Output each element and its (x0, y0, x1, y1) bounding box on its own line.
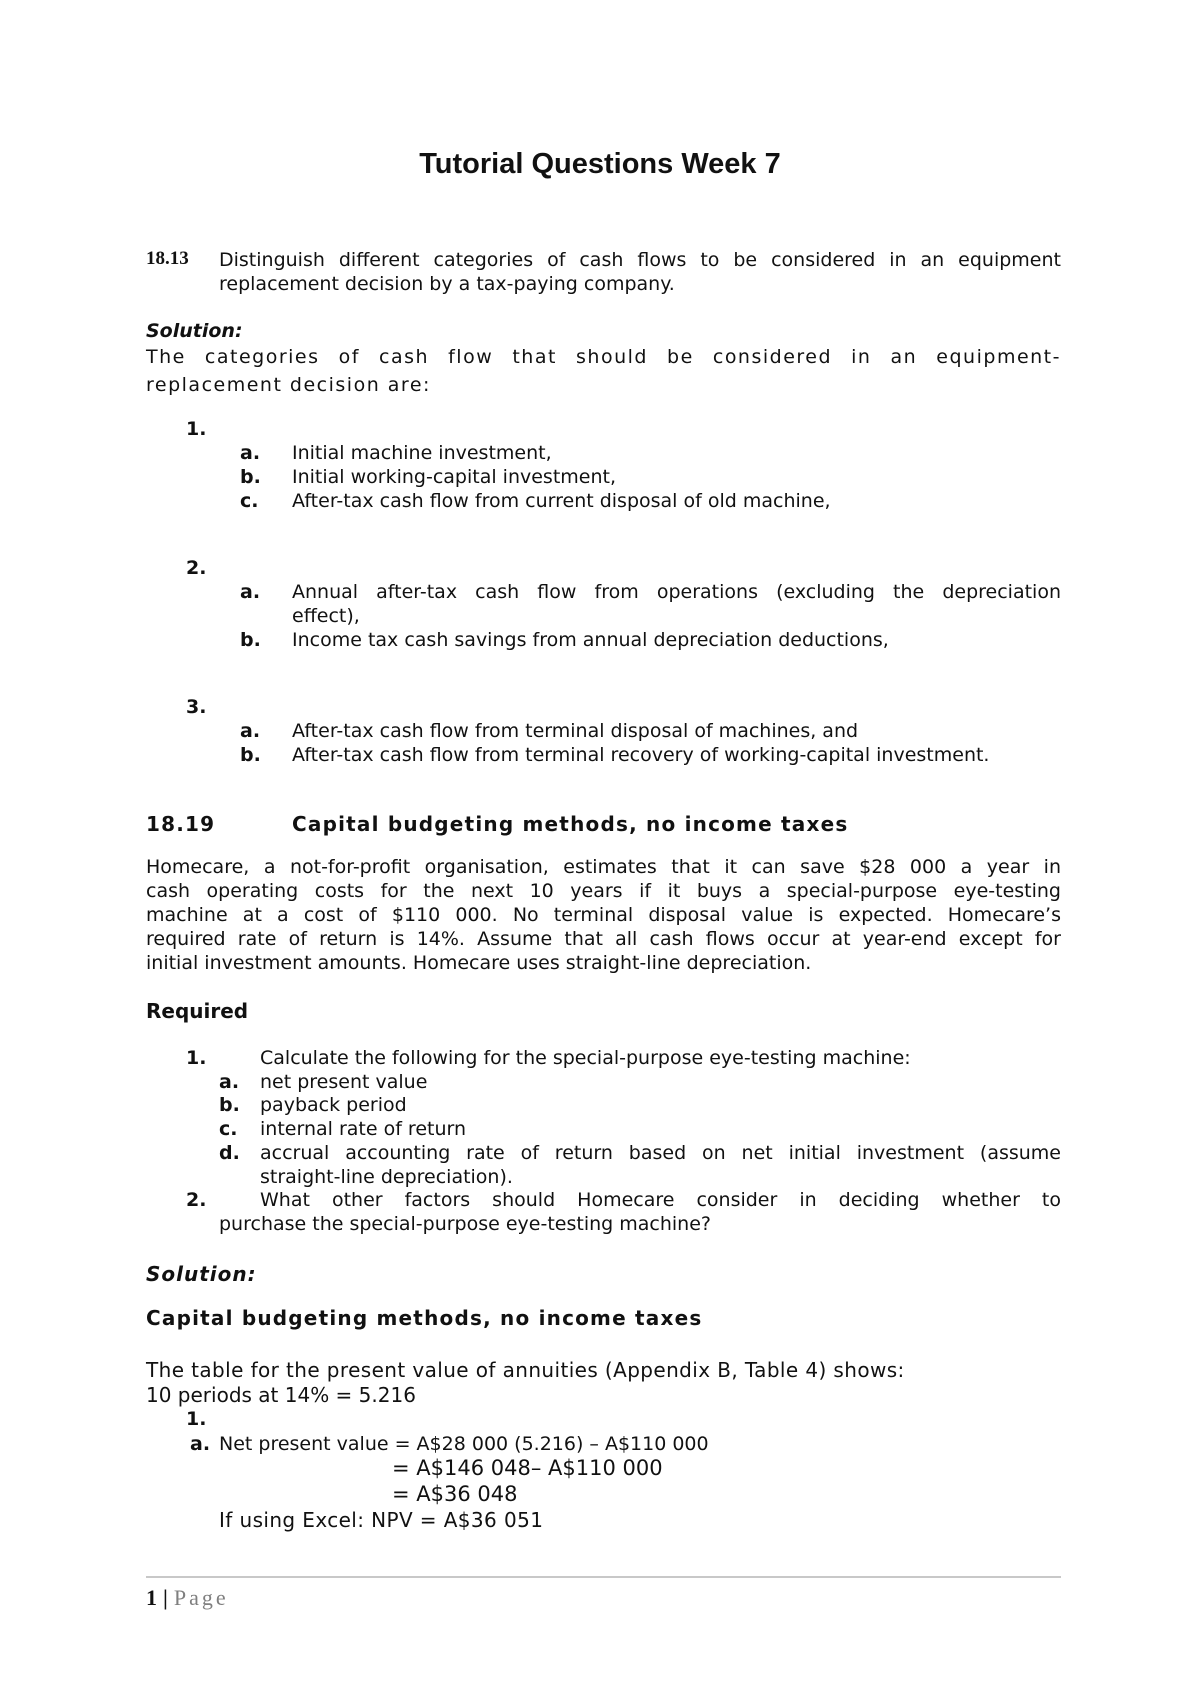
required-number: 2. (186, 1189, 207, 1211)
question-paragraph-line: cash operating costs for the next 10 years if it buys a special-purpose eye-testing (146, 880, 1061, 902)
solution-number: 1. (186, 1408, 207, 1430)
footer-divider (146, 1576, 1061, 1578)
required-item: accrual accounting rate of return based on net initial investment (assume (260, 1142, 1061, 1164)
category-item: After-tax cash flow from terminal recovery of working-capital investment. (292, 744, 990, 766)
solution-intro-line1: The categories of cash flow that should be considered in an equipment- (146, 346, 1061, 368)
question-18-13-line2: replacement decision by a tax-paying company. (219, 273, 675, 295)
excel-npv-line: If using Excel: NPV = A$36 051 (219, 1508, 544, 1532)
category-item: After-tax cash flow from terminal disposal of machines, and (292, 720, 859, 742)
required-label: Required (146, 999, 249, 1023)
page-title: Tutorial Questions Week 7 (419, 148, 781, 180)
required-text-continued: purchase the special-purpose eye-testing machine? (219, 1213, 711, 1235)
required-item: payback period (260, 1094, 407, 1116)
npv-line: = A$36 048 (392, 1482, 518, 1506)
category-letter: b. (240, 629, 261, 651)
required-letter: b. (219, 1094, 240, 1116)
question-paragraph-line: Homecare, a not-for-profit organisation, estimates that it can save $28 000 a year in (146, 856, 1061, 878)
required-item: internal rate of return (260, 1118, 467, 1140)
category-letter: a. (240, 581, 261, 603)
solution-letter: a. (190, 1433, 211, 1455)
question-number-18-19: 18.19 (146, 812, 216, 836)
question-paragraph-line: initial investment amounts. Homecare uses straight-line depreciation. (146, 952, 812, 974)
category-letter: c. (240, 490, 259, 512)
required-letter: c. (219, 1118, 238, 1140)
annuity-table-line: The table for the present value of annuities (Appendix B, Table 4) shows: (146, 1358, 905, 1382)
periods-line: 10 periods at 14% = 5.216 (146, 1383, 416, 1407)
category-item: Income tax cash savings from annual depreciation deductions, (292, 629, 889, 651)
npv-line: Net present value = A$28 000 (5.216) – A$110 000 (219, 1433, 709, 1455)
page-number: 1 (146, 1585, 157, 1610)
required-letter: a. (219, 1071, 240, 1093)
page-word: Page (173, 1585, 229, 1610)
question-18-13-line1: Distinguish different categories of cash flows to be considered in an equipment (219, 249, 1061, 271)
category-item-continued: effect), (292, 605, 360, 627)
question-paragraph-line: machine at a cost of $110 000. No terminal disposal value is expected. Homecare’s (146, 904, 1061, 926)
page-footer (146, 1585, 229, 1611)
solution-heading: Capital budgeting methods, no income taxes (146, 1306, 703, 1330)
question-number-18-13: 18.13 (146, 248, 189, 269)
required-text: What other factors should Homecare consider in deciding whether to (260, 1189, 1061, 1211)
solution-label-18-19: Solution: (146, 1262, 257, 1286)
category-item: After-tax cash flow from current disposal of old machine, (292, 490, 831, 512)
category-number: 3. (186, 696, 207, 718)
solution-intro-line2: replacement decision are: (146, 374, 431, 396)
category-letter: a. (240, 720, 261, 742)
category-letter: b. (240, 744, 261, 766)
category-letter: b. (240, 466, 261, 488)
required-text: Calculate the following for the special-purpose eye-testing machine: (260, 1047, 911, 1069)
footer-separator: | (163, 1585, 168, 1610)
npv-line: = A$146 048– A$110 000 (392, 1456, 663, 1480)
question-paragraph-line: required rate of return is 14%. Assume that all cash flows occur at year-end except for (146, 928, 1061, 950)
required-number: 1. (186, 1047, 207, 1069)
category-number: 2. (186, 557, 207, 579)
category-item: Annual after-tax cash flow from operations (excluding the depreciation (292, 581, 1061, 603)
category-item: Initial working-capital investment, (292, 466, 617, 488)
solution-label-18-13: Solution: (146, 320, 243, 342)
question-heading-18-19: Capital budgeting methods, no income taxes (292, 812, 849, 836)
required-letter: d. (219, 1142, 240, 1164)
required-item-continued: straight-line depreciation). (260, 1166, 513, 1188)
category-number: 1. (186, 418, 207, 440)
required-item: net present value (260, 1071, 428, 1093)
category-letter: a. (240, 442, 261, 464)
category-item: Initial machine investment, (292, 442, 552, 464)
